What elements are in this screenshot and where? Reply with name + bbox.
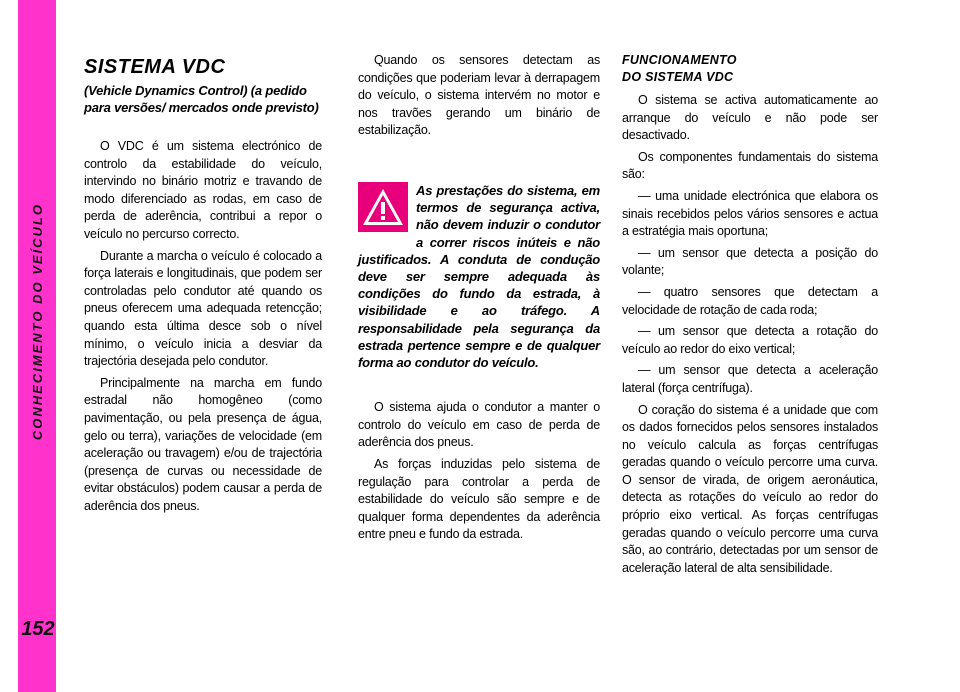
page-title: SISTEMA VDC: [84, 56, 226, 78]
paragraph: Principalmente na marcha em fundo estradal não homogêneo (como pavimentação, ou pela presença de água, gelo ou terra), variações de velocidade (em aceleração ou travagem) e/ou de trajectória (presença de curvas ou necessidade de evitar obstáculos) podem causar a perda de aderência dos pneus.: [84, 375, 322, 513]
list-item: — um sensor que detecta a rotação do veículo ao redor do eixo vertical;: [622, 324, 878, 356]
column-2: [358, 52, 600, 548]
column-3: [622, 52, 878, 581]
list-item: — quatro sensores que detectam a velocidade de rotação de cada roda;: [622, 284, 878, 317]
list-item: — um sensor que detecta a aceleração lateral (força centrífuga).: [622, 363, 878, 395]
section-heading: [622, 52, 878, 86]
warning-box: [358, 182, 600, 371]
paragraph: O VDC é um sistema electrónico de controlo da estabilidade do veículo, intervindo no binário motriz e travando de modo diferenciado as rodas, em caso de perda de aderência, contribui a repor o veículo no percurso correcto.: [84, 139, 322, 241]
paragraph: Os componentes fundamentais do sistema são:: [622, 149, 878, 182]
paragraph: Durante a marcha o veículo é colocado a força laterais e longitudinais, que podem ser controladas pelo condutor até quando os pneus oferecem uma adequada retencção; quando esta última desce sob o nível mínimo, o veículo inicia a desviar da trajectória desejada pelo condutor.: [84, 248, 322, 369]
section-label-text: CONHECIMENTO DO VEÍCULO: [29, 203, 45, 441]
section-label: [18, 52, 56, 592]
page-number: 152: [21, 618, 55, 640]
section-heading-line: FUNCIONAMENTO: [622, 53, 737, 67]
column-1: [84, 52, 322, 519]
warning-triangle-icon: [358, 182, 408, 232]
paragraph: O sistema ajuda o condutor a manter o controlo do veículo em caso de perda de aderência dos pneus.: [358, 400, 600, 450]
list-item: — um sensor que detecta a posição do volante;: [622, 245, 878, 278]
paragraph: O sistema se activa automaticamente ao arranque do veículo e não pode ser desactivado.: [622, 93, 878, 143]
section-heading-line: DO SISTEMA VDC: [622, 70, 734, 84]
warning-text: As prestações do sistema, em termos de segurança activa, não devem induzir o condutor a correr riscos inúteis e não justificados. A conduta de condução deve ser sempre adequada às condições do fundo da estrada, à visibilidade e ao tráfego. A responsabilidade pela segurança da estrada pertence sempre e de qualquer forma ao condutor do veículo.: [358, 182, 600, 370]
paragraph: O coração do sistema é a unidade que com os dados fornecidos pelos sensores instalados no veículo calcula as forças centrífugas geradas quando o veículo percorre uma curva. O sensor de virada, de origem aeronáutica, detecta as rotações do veículo ao redor do próprio eixo vertical. As forças centrífugas geradas quando o veículo percorre uma curva são, ao contrário, detectadas por um sensor de aceleração lateral de alta sensibilidade.: [622, 402, 878, 575]
list-item: — uma unidade electrónica que elabora os sinais recebidos pelos vários sensores e actua a estratégia mais oportuna;: [622, 188, 878, 239]
page-subtitle: (Vehicle Dynamics Control) (a pedido para versões/ mercados onde previsto): [84, 83, 319, 115]
paragraph: Quando os sensores detectam as condições que poderiam levar à derrapagem do veículo, o sistema intervém no motor e nos travões gerando um binário de estabilização.: [358, 53, 600, 138]
paragraph: As forças induzidas pelo sistema de regulação para controlar a perda de estabilidade do veículo são sempre e de qualquer forma dependentes da aderência entre pneu e fundo da estrada.: [358, 456, 600, 542]
